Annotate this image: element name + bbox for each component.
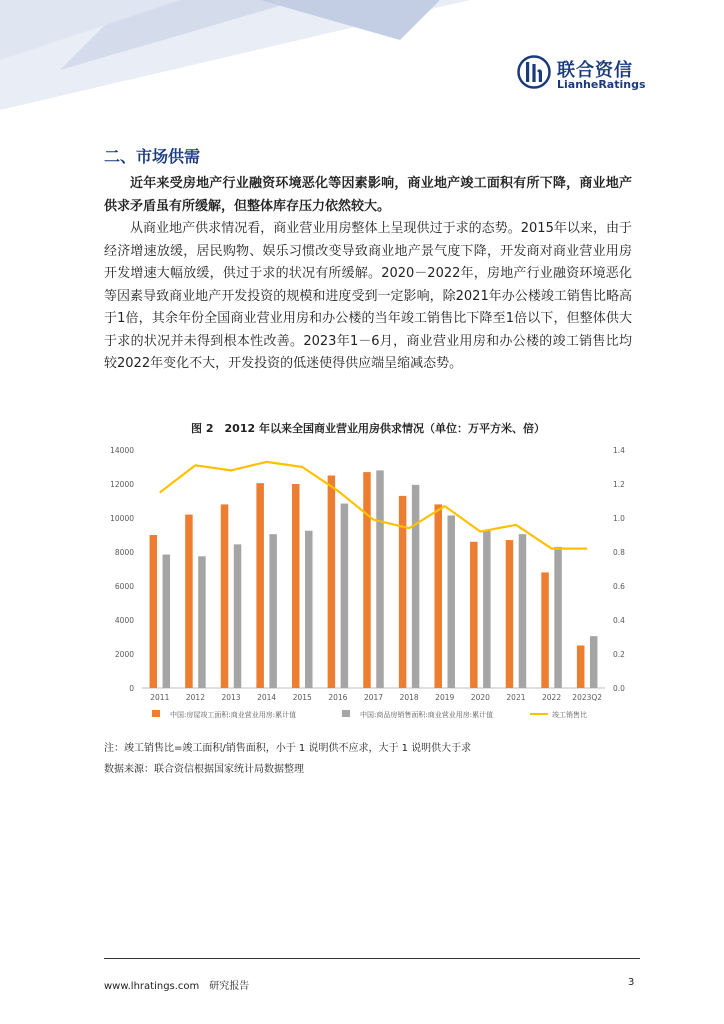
y-right-tick-label: 0.0	[613, 684, 625, 693]
x-tick-label: 2016	[328, 693, 348, 702]
y-left-tick-label: 10000	[110, 514, 134, 523]
supply-demand-chart	[100, 440, 635, 730]
sales-area-bar	[234, 544, 242, 688]
completion-area-bar	[185, 515, 193, 688]
x-tick-label: 2012	[185, 693, 205, 702]
y-left-tick-label: 14000	[110, 446, 134, 455]
y-left-tick-label: 2000	[114, 650, 134, 659]
figure-source: 数据来源：联合资信根据国家统计局数据整理	[104, 764, 304, 775]
legend-sales-label: 中国:商品房销售面积:商业营业用房:累计值	[360, 711, 494, 719]
x-tick-label: 2017	[363, 693, 384, 702]
figure-note: 注：竣工销售比=竣工面积/销售面积，小于 1 说明供不应求，大于 1 说明供大于求	[104, 743, 472, 754]
y-right-tick-label: 0.6	[613, 582, 625, 591]
legend-completion-swatch	[152, 710, 160, 717]
y-right-tick-label: 1.4	[613, 446, 625, 455]
lead-paragraph: 近年来受房地产行业融资环境恶化等因素影响，商业地产竣工面积有所下降，商业地产供求矛盾虽有所缓解，但整体库存压力依然较大。	[104, 176, 632, 214]
y-left-tick-label: 12000	[110, 480, 134, 489]
sales-area-bar	[269, 534, 277, 688]
y-right-tick-label: 0.4	[613, 616, 625, 625]
figure-title: 图 2 2012 年以来全国商业营业用房供求情况（单位：万平方米、倍）	[191, 422, 545, 435]
sales-area-bar	[590, 636, 598, 688]
x-tick-label: 2021	[506, 693, 526, 702]
y-right-tick-label: 1.2	[613, 480, 625, 489]
legend-sales-swatch	[342, 710, 350, 717]
completion-area-bar	[470, 542, 478, 688]
sales-area-bar	[198, 556, 206, 688]
logo-chinese-text: 联合资信	[557, 60, 633, 81]
figure-notes	[104, 738, 471, 780]
footer-divider	[104, 958, 640, 959]
logo-english-text: LianheRatings	[557, 78, 646, 91]
completion-area-bar	[256, 483, 264, 688]
x-tick-label: 2013	[221, 693, 241, 702]
x-tick-label: 2023Q2	[572, 693, 603, 702]
completion-area-bar	[577, 646, 585, 689]
legend-completion-label: 中国:房屋竣工面积:商业营业用房:累计值	[170, 711, 297, 719]
sales-area-bar	[483, 530, 491, 688]
y-left-tick-label: 6000	[114, 582, 134, 591]
x-tick-label: 2014	[257, 693, 277, 702]
y-right-tick-label: 1.0	[613, 514, 625, 523]
completion-area-bar	[434, 504, 442, 688]
y-left-tick-label: 0	[129, 684, 134, 693]
footer-website-link[interactable]: www.lhratings.com	[104, 981, 200, 992]
sales-area-bar	[376, 470, 384, 688]
x-tick-label: 2020	[470, 693, 490, 702]
y-left-tick-label: 4000	[114, 616, 134, 625]
completion-area-bar	[292, 484, 300, 688]
footer-doc-type: 研究报告	[209, 981, 250, 992]
sales-area-bar	[412, 485, 420, 688]
company-logo	[517, 54, 647, 94]
completion-area-bar	[363, 472, 371, 688]
sales-area-bar	[519, 534, 527, 688]
logo-mark-icon	[517, 55, 551, 89]
y-right-tick-label: 0.2	[613, 650, 625, 659]
section-title: 二、市场供需	[104, 147, 201, 166]
x-tick-label: 2015	[292, 693, 312, 702]
completion-area-bar	[328, 476, 336, 689]
x-tick-label: 2018	[399, 693, 419, 702]
y-left-tick-label: 8000	[114, 548, 134, 557]
sales-area-bar	[447, 515, 455, 688]
footer-left	[104, 977, 249, 992]
sales-area-bar	[305, 531, 313, 688]
legend-ratio-label: 竣工销售比	[552, 711, 587, 719]
completion-area-bar	[541, 572, 549, 688]
x-tick-label: 2011	[150, 693, 170, 702]
body-paragraph: 从商业地产供求情况看，商业营业用房整体上呈现供过于求的态势。2015年以来，由于经济增速放缓，居民购物、娱乐习惯改变导致商业地产景气度下降，开发商对商业营业用房开发增速大幅放缓，供过于求的状况有所缓解。2020－2022年，房地产行业融资环境恶化等因素导致商业地产开发投资的规模和进度受到一定影响，除2021年办公楼竣工销售比略高于1倍，其余年份全国商业营业用房和办公楼的当年竣工销售比下降至1倍以下，但整体供大于求的状况并未得到根本性改善。2023年1－6月，商业营业用房和办公楼的竣工销售比均较2022年变化不大，开发投资的低迷使得供应端呈缩减态势。	[104, 221, 632, 371]
completion-area-bar	[221, 504, 229, 688]
sales-area-bar	[554, 547, 562, 688]
y-right-tick-label: 0.8	[613, 548, 625, 557]
x-tick-label: 2019	[435, 693, 455, 702]
sales-area-bar	[341, 504, 349, 688]
sales-area-bar	[163, 555, 171, 688]
completion-area-bar	[399, 496, 407, 688]
header-decoration	[0, 0, 470, 110]
completion-area-bar	[150, 535, 158, 688]
x-tick-label: 2022	[542, 693, 562, 702]
page-number: 3	[628, 977, 635, 988]
completion-area-bar	[506, 540, 514, 688]
